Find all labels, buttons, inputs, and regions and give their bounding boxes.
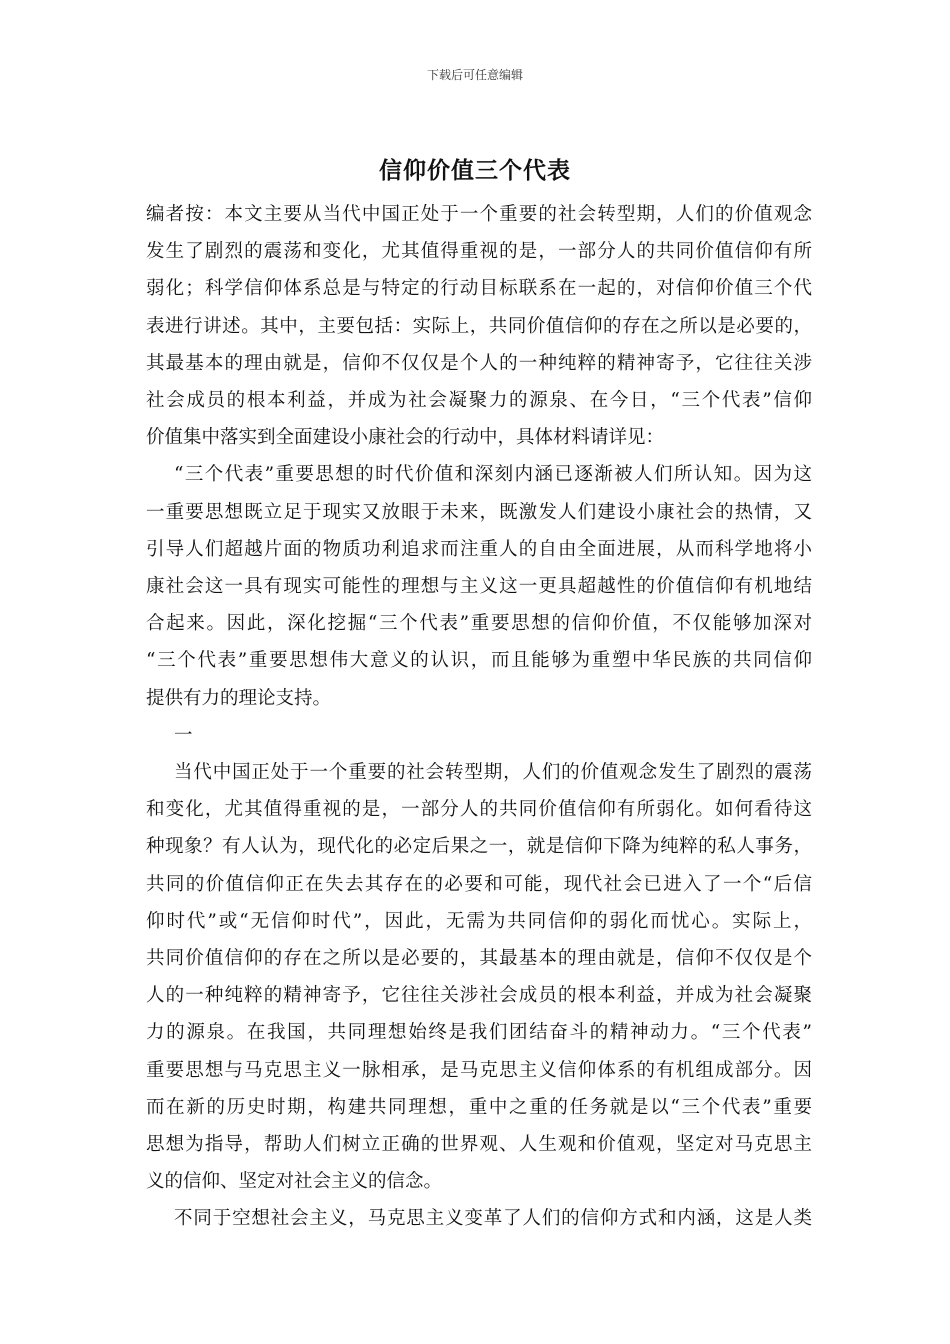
text-line: 种现象？有人认为，现代化的必定后果之一，就是信仰下降为纯粹的私人事务， — [146, 836, 812, 858]
text-line: 康社会这一具有现实可能性的理想与主义这一更具超越性的价值信仰有机地结 — [146, 576, 812, 598]
text-line: 人的一种纯粹的精神寄予，它往往关涉社会成员的根本利益，并成为社会凝聚 — [146, 985, 812, 1007]
paragraph-2 — [146, 754, 812, 1200]
document-body — [146, 196, 812, 1238]
paragraph-1 — [146, 456, 812, 716]
text-line: 共同的价值信仰正在失去其存在的必要和可能，现代社会已进入了一个“后信 — [146, 873, 812, 895]
text-line: 编者按：本文主要从当代中国正处于一个重要的社会转型期，人们的价值观念 — [146, 204, 812, 225]
document-title: 信仰价值三个代表 — [379, 157, 571, 184]
text-line: 引导人们超越片面的物质功利追求而注重人的自由全面进展，从而科学地将小 — [146, 538, 812, 560]
text-line: 发生了剧烈的震荡和变化，尤其值得重视的是，一部分人的共同价值信仰有所 — [146, 241, 812, 263]
editor-note — [146, 196, 812, 456]
text-line: 表进行讲述。其中，主要包括：实际上，共同价值信仰的存在之所以是必要的， — [146, 315, 812, 337]
text-line: 共同价值信仰的存在之所以是必要的，其最基本的理由就是，信仰不仅仅是个 — [146, 948, 812, 970]
text-line: 仰时代”或“无信仰时代”，因此，无需为共同信仰的弱化而忧心。实际上， — [146, 910, 812, 932]
paragraph-3 — [146, 1200, 812, 1237]
text-line: 其最基本的理由就是，信仰不仅仅是个人的一种纯粹的精神寄予，它往往关涉 — [146, 352, 812, 374]
text-line: 义的信仰、坚定对社会主义的信念。 — [146, 1171, 443, 1193]
text-line: 社会成员的根本利益，并成为社会凝聚力的源泉、在今日，“三个代表”信仰 — [146, 390, 812, 412]
section-marker: 一 — [174, 724, 193, 746]
text-line: 而在新的历史时期，构建共同理想，重中之重的任务就是以“三个代表”重要 — [146, 1096, 812, 1118]
text-line: “三个代表”重要思想伟大意义的认识，而且能够为重塑中华民族的共同信仰 — [146, 650, 812, 672]
page-header: 下载后可任意编辑 — [426, 68, 523, 82]
text-line: 提供有力的理论支持。 — [146, 687, 332, 709]
text-line: 弱化；科学信仰体系总是与特定的行动目标联系在一起的，对信仰价值三个代 — [146, 278, 812, 300]
text-line: 力的源泉。在我国，共同理想始终是我们团结奋斗的精神动力。“三个代表” — [146, 1022, 812, 1044]
text-line: 不同于空想社会主义，马克思主义变革了人们的信仰方式和内涵，这是人类 — [174, 1208, 812, 1230]
text-line: 价值集中落实到全面建设小康社会的行动中，具体材料请详见： — [146, 427, 665, 449]
text-line: 思想为指导，帮助人们树立正确的世界观、人生观和价值观，坚定对马克思主 — [146, 1134, 812, 1156]
text-line: 重要思想与马克思主义一脉相承，是马克思主义信仰体系的有机组成部分。因 — [146, 1059, 812, 1081]
text-line: 当代中国正处于一个重要的社会转型期，人们的价值观念发生了剧烈的震荡 — [174, 762, 812, 784]
text-line: “三个代表”重要思想的时代价值和深刻内涵已逐渐被人们所认知。因为这 — [174, 464, 812, 486]
text-line: 合起来。因此，深化挖掘“三个代表”重要思想的信仰价值，不仅能够加深对 — [146, 613, 812, 635]
text-line: 一重要思想既立足于现实又放眼于未来，既激发人们建设小康社会的热情，又 — [146, 501, 812, 523]
text-line: 和变化，尤其值得重视的是，一部分人的共同价值信仰有所弱化。如何看待这 — [146, 799, 812, 821]
